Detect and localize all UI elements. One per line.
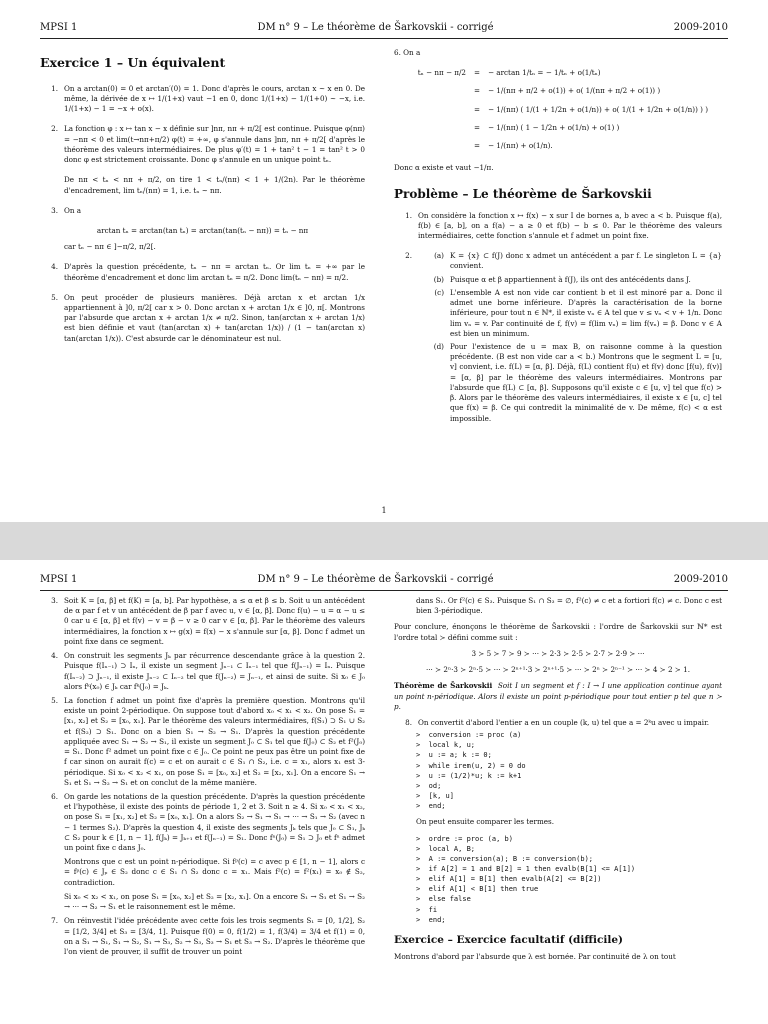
page2-left-column	[40, 596, 365, 1024]
list-item: 3. Soit K = [α, β] et f(K) = [a, b]. Par hypothèse, a ≤ α et β ≤ b. Soit u un antécédent de α par f et v un antécédent de β par f avec u, v ∈ [α, β]. Donc f(u) − u = α − u ≤ 0 car u ∈ [α, β] et f(v) − v = β − v ≥ 0 car v ∈ [α, β]. Par le théorème des valeurs intermédiaires, la fonction x ↦ g(x) = f(x) − x s'annule sur [α, β]. Donc f admet un point fixe dans ce segment.	[51, 596, 365, 646]
list-item: Montrons que c est un point n-périodique. Si fᵖ(c) = c avec p ∈ [1, n − 1], alors c = fᵖ(c) ∈ Jₚ ∈ S₂ donc c ∈ S₁ ∩ S₂ donc c = x₁. Mais f²(c) = f²(x₁) = x₀ ∉ S₂, contradiction.	[64, 857, 365, 887]
equation-array: tₙ − nπ − π/2 = − arctan 1/tₙ = − 1/tₙ + o(1/tₙ) = − 1/(nπ + π/2 + o(1)) + o( 1/(nπ + π/2 + o(1)) ) = − 1/(nπ) ( 1/(1 + 1/2n + o(1/n)) + o( 1/(1 + 1/2n + o(1/n)) ) ) = − 1/(nπ) ( 1 − 1/2n + o(1/n) + o(1) ) = − 1/(nπ) + o(1/n).	[394, 64, 722, 155]
header-left: MPSI 1	[40, 574, 78, 585]
sub-item: (c) L'ensemble A est non vide car contient b et il est minoré par a. Donc il admet une borne inférieure. D'après la caractérisation de la borne inférieure, pour tout n ∈ ℕ*, il existe vₙ ∈ A tel que v ≤ vₙ < v + 1/n. Donc lim vₙ = v. Par continuité de f, f(v) = f(lim vₙ) = lim f(vₙ) = β. Donc v ∈ A est bien un minimum.	[434, 287, 722, 338]
equation-line: − 1/(nπ) + o(1/n).	[488, 141, 553, 151]
compare-intro: On peut ensuite comparer les termes.	[416, 817, 554, 827]
page-header	[40, 574, 728, 591]
sub-item: (d) Pour l'existence de u = max B, on raisonne comme à la question précédente. (B est non vide car a < b.) Montrons que le segment L = [u, v] convient, i.e. f(L) = [α, β]. Déjà, f(L) contient f(u) et f(v) donc [f(u), f(v)] = [α, β] par le théorème des valeurs intermédiaires. Montrons par l'absurde que f(L) ⊂ [α, β]. Supposons qu'il existe c ∈ [u, v] tel que f(c) > β. Alors par le théorème des valeurs intermédiaires, il existe x ∈ [u, c] tel que f(x) = β. Ce qui contredit la minimalité de v. De même, f(c) < α est impossible.	[433, 341, 722, 423]
equation-lhs: tₙ − nπ − π/2	[417, 68, 466, 78]
list-item: 5. La fonction f admet un point fixe d'après la première question. Montrons qu'il existe un point 2-périodique. On suppose tout d'abord x₀ < x₁ < x₂. On pose S₁ = [x₁, x₂] et S₂ = [x₀, x₁]. Par le théorème des valeurs intermédiaires, f(S₁) ⊃ S₁ ∪ S₂ et f(S₂) ⊃ S₁. Donc on a bien S₁ → S₂ → S₁. D'après la question précédente appliquée avec S₁ → S₂ → S₁, il existe un segment J₀ ⊂ S₁ tel que f(J₀) ⊂ S₂ et f²(J₀) = S₁. Donc f² admet un point fixe c ∈ J₀. Ce point ne peux pas être un point fixe de f car sinon on aurait f(c) = c et on aurait c ∈ S₁ ∩ S₂, i.e. c = x₁, alors x₁ est 3-périodique. Si x₀ < x₂ < x₁, on pose S₁ = [x₀, x₂] et S₂ = [x₂, x₁]. On a encore S₁ → S₁ et S₁ → S₂ → S₁ et on conclut de la même manière.	[51, 695, 365, 787]
header-center: DM n° 9 – Le théorème de Šarkovskii - corrigé	[257, 574, 494, 585]
equation-line: − 1/(nπ + π/2 + o(1)) + o( 1/(nπ + π/2 + o(1)) )	[488, 86, 661, 96]
exercise-text: Montrons d'abord par l'absurde que λ est bornée. Par continuité de λ on tout	[394, 951, 676, 961]
exercise-1-title: Exercice 1 – Un équivalent	[40, 55, 226, 70]
list-item: 5. On peut procéder de plusieurs manières. Déjà arctan x et arctan 1/x appartiennent à ]0, π/2[ car x > 0. Donc arctan x + arctan 1/x ∈ ]0, π[. Montrons par l'absurde que arctan x + arctan 1/x ≠ π/2. Sinon, tan(arctan x + arctan 1/x) est bien définie et vaut (tan(arctan x) + tan(arctan 1/x)) / (1 − tan(arctan x) tan(arctan 1/x)). C'est absurde car le dénominateur est nul.	[51, 292, 365, 343]
list-item: 1. On considère la fonction x ↦ f(x) − x sur I de bornes a, b avec a < b. Puisque f(a), f(b) ∈ [a, b], on a f(a) − a ≥ 0 et f(b) − b ≤ 0. Par le théorème des valeurs intermédiaires, cette fonction s'annule et f admet un point fixe.	[405, 210, 722, 240]
equation: arctan tₙ = arctan(tan tₙ) = arctan(tan(tₙ − nπ)) = tₙ − nπ	[96, 225, 309, 235]
page1-left-column	[40, 48, 365, 502]
list-item: car tₙ − nπ ∈ ]−π/2, π/2[.	[64, 242, 156, 252]
header-left: MPSI 1	[40, 22, 78, 33]
sarkovskii-order-line-2: ··· ≻ 2ⁿ·3 ≻ 2ⁿ·5 ≻ ··· ≻ 2ⁿ⁺¹·3 ≻ 2ⁿ⁺¹·5 ≻ ··· ≻ 2ⁿ ≻ 2ⁿ⁻¹ ≻ ··· ≻ 4 ≻ 2 ≻ 1.	[425, 665, 691, 675]
page1-right-column	[394, 48, 722, 502]
header-right: 2009-2010	[673, 574, 728, 585]
page-number: 1	[381, 506, 387, 515]
page-header	[40, 22, 728, 39]
item-7-continued: dans S₁. Or f²(c) ∈ S₃. Puisque S₁ ∩ S₃ = ∅, f²(c) ≠ c et a fortiori f(c) ≠ c. Donc c est bien 3-périodique.	[416, 596, 722, 616]
conclusion-paragraph: Pour conclure, énonçons le théorème de Šarkovskii : l'ordre de Šarkovskii sur ℕ* est l'ordre total ≻ défini comme suit :	[394, 622, 722, 642]
problem-title: Problème – Le théorème de Šarkovskii	[394, 186, 652, 201]
list-item: 6. On garde les notations de la question précédente. D'après la question précédente et l'hypothèse, il existe des points de période 1, 2 et 3. Soit n ≥ 4. Si x₀ < x₁ < x₂, on pose S₁ = [x₁, x₂] et S₂ = [x₀, x₁]. On a alors S₂ → S₁ → S₁ → ··· → S₁ → S₂ (avec n − 1 termes S₂). D'après la question 4, il existe des segments Jₖ tels que J₀ ⊂ S₁, Jₖ ⊂ S₂ pour k ∈ [1, n − 1], f(Jₖ) = Jₖ₊₁ et f(Jₙ₋₁) = S₁. Donc fⁿ(J₀) = S₁ ⊃ J₀ et fⁿ admet un point fixe c dans J₀.	[51, 791, 365, 853]
sub-item: (a) K = {x} ⊂ f(J) donc x admet un antécédent a par f. Le singleton L = {a} convient.	[434, 251, 722, 271]
equation-line: − 1/(nπ) ( 1 − 1/2n + o(1/n) + o(1) )	[488, 122, 620, 132]
list-item: 8. On convertit d'abord l'entier a en un couple (k, u) tel que a = 2ᵏu avec u impair.	[405, 717, 710, 727]
list-item: Si x₀ < x₂ < x₁, on pose S₁ = [x₀, x₂] et S₂ = [x₂, x₁]. On a encore S₁ → S₁ et S₁ → S₂ → ··· → S₂ → S₁ et le raisonnement est le même.	[64, 891, 365, 912]
list-item: 3. On a	[51, 205, 82, 215]
item-6-conclusion: Donc α existe et vaut −1/π.	[394, 163, 494, 173]
theorem-text: Soit I un segment et f : I → I une application continue ayant un point n-périodique. Alors il existe un point p-périodique pour tout entier p tel que n ≻ p.	[394, 681, 722, 711]
theorem	[394, 681, 722, 712]
maple-code-conversion: > conversion := proc (a) > local k, u; > u := a; k := 0; > while irem(u, 2) = 0 do > u := (1/2)*u; k := k+1 > od; > [k, u] > end;	[416, 731, 526, 811]
header-right: 2009-2010	[673, 22, 728, 33]
list-item: 1. On a arctan(0) = 0 et arctan′(0) = 1. Donc d'après le cours, arctan x ~ x en 0. De même, la dérivée de x ↦ 1/(1+x) vaut −1 en 0, donc 1/(1+x) − 1/(1+0) ~ −x, i.e. 1/(1+x) − 1 = −x + o(x).	[51, 83, 365, 114]
page2-right-column	[394, 596, 722, 1024]
sarkovskii-order-line-1: 3 ≻ 5 ≻ 7 ≻ 9 ≻ ··· ≻ 2·3 ≻ 2·5 ≻ 2·7 ≻ 2·9 ≻ ···	[471, 648, 645, 658]
sub-item: (b) Puisque α et β appartiennent à f(J), ils ont des antécédents dans J.	[433, 274, 691, 284]
list-item: 4. On construit les segments Jₖ par récurrence descendante grâce à la question 2. Puisque f(Iₙ₋₁) ⊃ Iₙ, il existe un segment Jₙ₋₁ ⊂ Iₙ₋₁ tel que f(Jₙ₋₁) = Iₙ. Puisque f(Iₙ₋₂) ⊃ Jₙ₋₁, il existe Jₙ₋₂ ⊂ Iₙ₋₂ tel que f(Jₙ₋₂) = Jₙ₋₁, et ainsi de suite. Si x₀ ∈ J₀ alors fᵏ(x₀) ∈ Jₖ car fᵏ(J₀) = Jₖ.	[51, 651, 365, 691]
list-item: 4. D'après la question précédente, tₙ − nπ = arctan tₙ. Or lim tₙ = +∞ par le théorème d'encadrement et donc lim arctan tₙ = π/2. Donc lim(tₙ − nπ) = π/2.	[51, 262, 365, 282]
header-center: DM n° 9 – Le théorème de Šarkovskii - corrigé	[257, 22, 494, 33]
list-item: 2. (a) K = {x} ⊂ f(J) donc x admet un antécédent a par f. Le singleton L = {a} convient. (b) Puisque α et β appartiennent à f(J), ils ont des antécédents dans J. (c) L'ensemble A est non vide car contient b et il est minoré par a. Donc il admet une borne inférieure. D'après la caractérisation de la borne inférieure, pour tout n ∈ ℕ*, il existe vₙ ∈ A tel que v ≤ vₙ < v + 1/n. Donc lim vₙ = v. Par continuité de f, f(v) = f(lim vₙ) = lim f(vₙ) = β. Donc v ∈ A est bien un minimum. (d) Pour l'existence de u = max B, on raisonne comme à la question précédente. (B est non vide car a < b.) Montrons que le segment L = [u, v] convient, i.e. f(L) = [α, β]. Déjà, f(L) contient f(u) et f(v) donc [f(u), f(v)] = [α, β] par le théorème des valeurs intermédiaires. Montrons par l'absurde que f(L) ⊂ [α, β]. Supposons qu'il existe c ∈ [u, v] tel que f(c) > β. Alors par le théorème des valeurs intermédiaires, il existe x ∈ [u, c] tel que f(x) = β. Ce qui contredit la minimalité de v. De même, f(c) < α est impossible.	[405, 251, 722, 423]
list-item: 7. On réinvestit l'idée précédente avec cette fois les trois segments S₁ = [0, 1/2], S₂ = [1/2, 3/4] et S₃ = [3/4, 1]. Puisque f(0) = 0, f(1/2) = 1, f(3/4) = 3/4 et f(1) = 0, on a S₁ → S₁, S₁ → S₂, S₁ → S₃, S₂ → S₃, S₃ → S₁ et S₃ → S₂. D'après le théorème que l'on vient de prouver, il suffit de trouver un point	[51, 916, 365, 956]
list-item: 2. La fonction φ : x ↦ tan x − x définie sur ]nπ, nπ + π/2[ est continue. Puisque φ(nπ) = −nπ < 0 et lim(t→nπ+π/2) φ(t) = +∞, φ s'annule dans ]nπ, nπ + π/2[ d'après le théorème des valeurs intermédiaires. De plus φ′(t) = 1 + tan² t − 1 = tan² t > 0 donc φ est strictement croissante. Donc φ s'annule en un unique point tₙ.	[51, 124, 365, 165]
item-6-intro: 6. On a	[394, 48, 421, 57]
exercise-facultatif-title: Exercice – Exercice facultatif (difficile)	[394, 933, 624, 946]
list-item: De nπ < tₙ < nπ + π/2, on tire 1 < tₙ/(nπ) < 1 + 1/(2n). Par le théorème d'encadrement, lim tₙ/(nπ) = 1, i.e. tₙ ~ nπ.	[64, 175, 365, 195]
theorem-label: Théorème de Šarkovskii	[394, 681, 493, 691]
equation-line: − arctan 1/tₙ = − 1/tₙ + o(1/tₙ)	[488, 68, 601, 78]
page-2	[0, 560, 768, 1024]
equation-line: − 1/(nπ) ( 1/(1 + 1/2n + o(1/n)) + o( 1/(1 + 1/2n + o(1/n)) ) )	[488, 104, 709, 114]
maple-code-ordre: > ordre := proc (a, b) > local A, B; > A := conversion(a); B := conversion(b); > if A[2] = 1 and B[2] = 1 then evalb(B[1] <= A[1]) > elif A[1] = B[1] then evalb(A[2] <= B[2]) > elif A[1] < B[1] then true > else false > fi > end;	[416, 834, 636, 924]
